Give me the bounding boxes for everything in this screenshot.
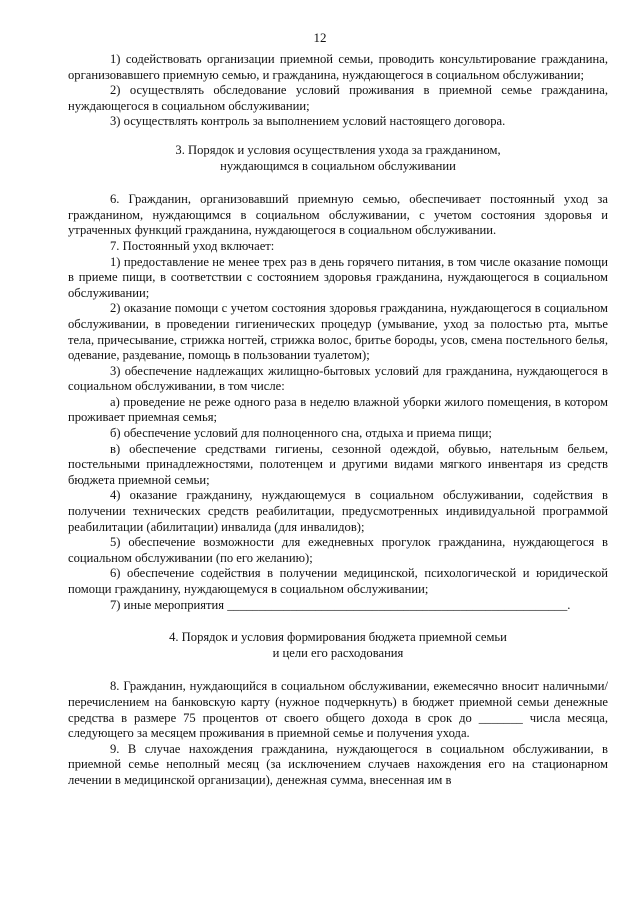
paragraph: б) обеспечение условий для полноценного сна, отдыха и приема пищи;: [110, 426, 492, 441]
paragraph: а) проведение не реже одного раза в неделю влажной уборки жилого помещения, в котором проживает приемная семья;: [68, 394, 608, 425]
paragraph: 1) содействовать организации приемной семьи, проводить консультирование гражданина, организовавшего приемную семью, и гражданина, нуждающегося в социальном обслуживании;: [68, 52, 608, 82]
section-heading-line: и цели его расходования: [272, 645, 404, 660]
document-body: [68, 52, 608, 789]
paragraph: 2) оказание помощи с учетом состояния здоровья гражданина, нуждающегося в социальном обслуживании, в проведении гигиенических процедур (умывание, уход за полостью рта, мытье тела, причесывание, стрижка ногтей, стрижка волос, бритье бороды, усов, смена постельного белья, одевание, раздевание, помощь в пользовании туалетом);: [68, 301, 608, 363]
section-heading-4: [68, 630, 608, 661]
paragraph: 5) обеспечение возможности для ежедневных прогулок гражданина, нуждающегося в социальном обслуживании (по его желанию);: [68, 535, 608, 565]
section-heading-line: нуждающимся в социальном обслуживании: [220, 158, 456, 173]
paragraph: 3) обеспечение надлежащих жилищно-бытовых условий для гражданина, нуждающегося в социальном обслуживании, в том числе:: [68, 363, 608, 394]
paragraph: 4) оказание гражданину, нуждающемуся в социальном обслуживании, содействия в получении технических средств реабилитации, предусмотренных индивидуальной программой реабилитации (абилитации) инвалида (для инвалидов);: [68, 488, 608, 534]
paragraph: 2) осуществлять обследование условий проживания в приемной семье гражданина, нуждающегося в социальном обслуживании;: [68, 83, 608, 113]
section-heading-line: 3. Порядок и условия осуществления ухода за гражданином,: [175, 142, 501, 157]
page-number: 12: [313, 30, 327, 45]
paragraph: 8. Гражданин, нуждающийся в социальном обслуживании, ежемесячно вносит наличными/перечислением на банковскую карту (нужное подчеркнуть) в бюджет приемной семьи денежные средства в размере 75 процентов от своего общего дохода в срок до _______ числа месяца, следующего за месяцем проживания в приемной семье и получения ухода.: [68, 679, 608, 741]
paragraph: 7) иные мероприятия ______________________________________________________.: [110, 597, 571, 612]
paragraph: 9. В случае нахождения гражданина, нуждающегося в социальном обслуживании, в приемной семье неполный месяц (за исключением случаев нахождения его на стационарном лечении в медицинской организации), денежная сумма, внесенная им в: [68, 741, 608, 787]
section-heading-3: [68, 143, 608, 174]
paragraph: 3) осуществлять контроль за выполнением условий настоящего договора.: [110, 114, 506, 129]
paragraph: 6) обеспечение содействия в получении медицинской, психологической и юридической помощи гражданину, нуждающемуся в социальном обслуживании;: [68, 566, 608, 596]
paragraph: 7. Постоянный уход включает:: [110, 238, 275, 253]
paragraph: в) обеспечение средствами гигиены, сезонной одеждой, обувью, нательным бельем, постельными принадлежностями, полотенцем и другими видами мягкого инвентаря из средств бюджета приемной семьи;: [68, 441, 608, 487]
section-heading-line: 4. Порядок и условия формирования бюджета приемной семьи: [169, 630, 507, 645]
paragraph: 1) предоставление не менее трех раз в день горячего питания, в том числе оказание помощи в приеме пищи, в соответствии с состоянием здоровья гражданина, нуждающегося в социальном обслуживании;: [68, 254, 608, 300]
paragraph: 6. Гражданин, организовавший приемную семью, обеспечивает постоянный уход за гражданином, нуждающимся в социальном обслуживании, с учетом состояния здоровья и утраченных функций гражданина, нуждающегося в социальном обслуживании.: [68, 192, 608, 238]
